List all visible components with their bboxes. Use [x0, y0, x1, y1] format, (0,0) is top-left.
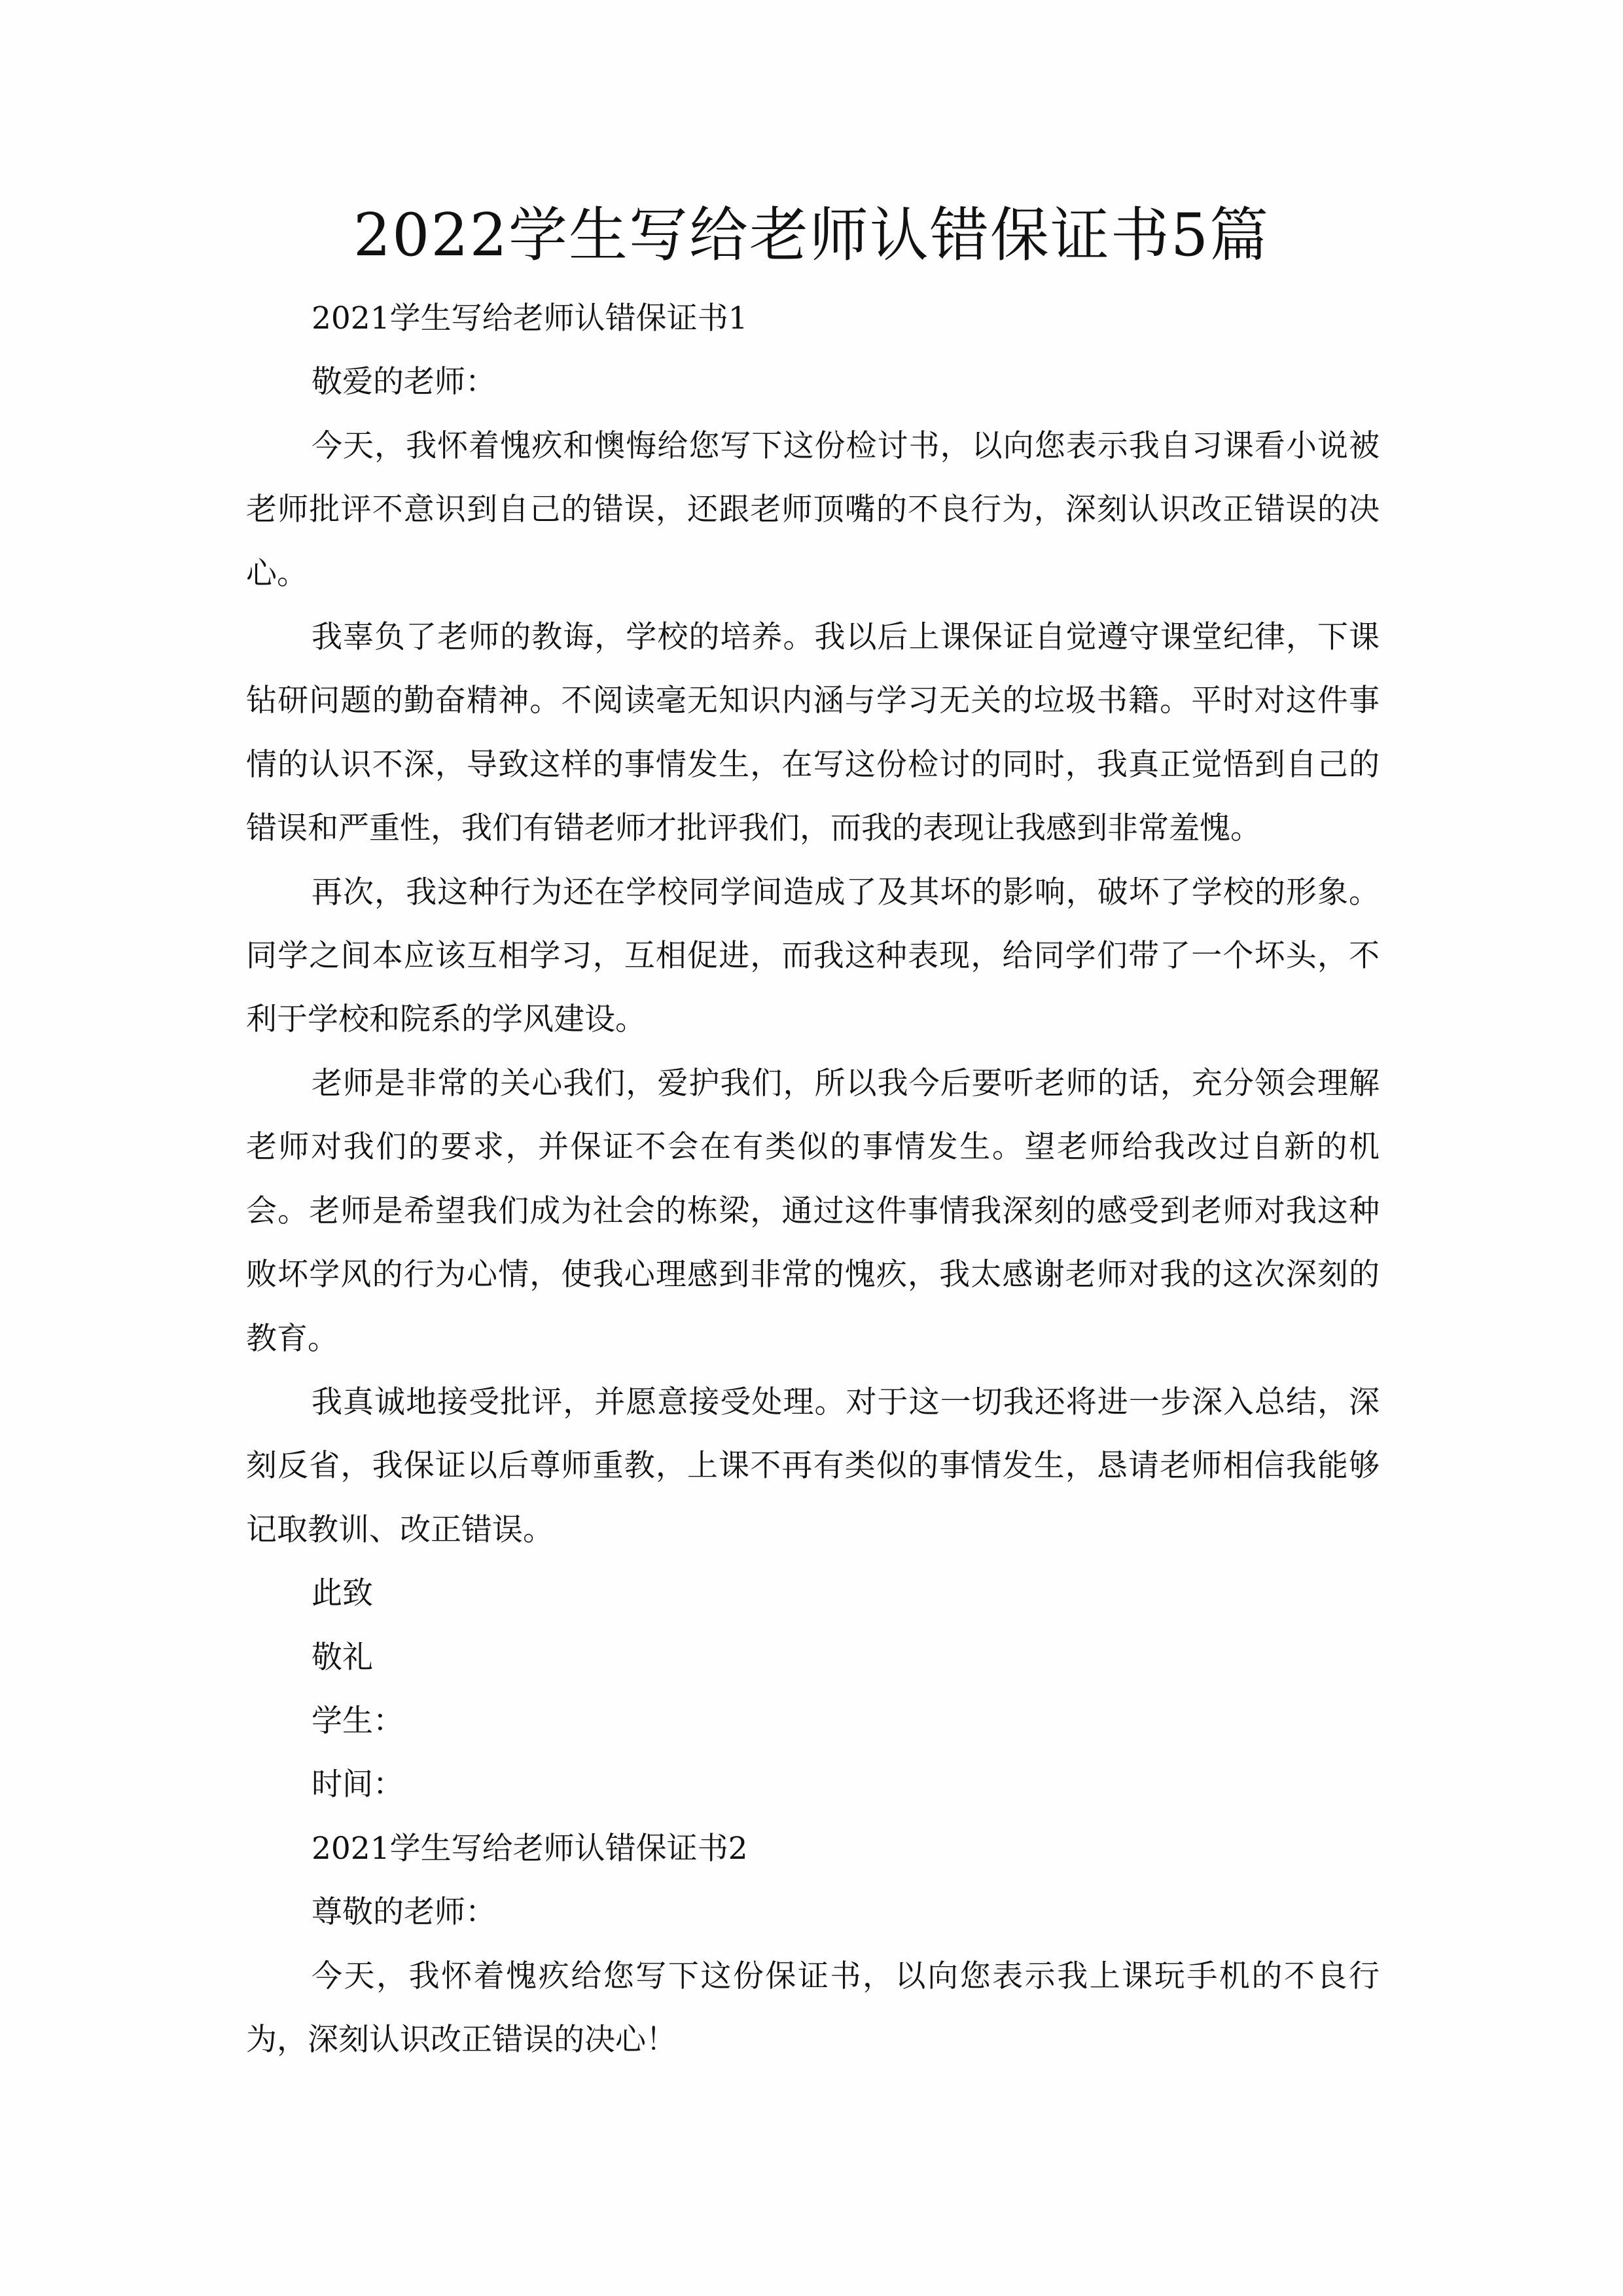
letter-section-1: [246, 287, 1380, 1817]
paragraph: 老师是非常的关心我们，爱护我们，所以我今后要听老师的话，充分领会理解老师对我们的要求，并保证不会在有类似的事情发生。望老师给我改过自新的机会。老师是希望我们成为社会的栋梁，通过这件事情我深刻的感受到老师对我这种败坏学风的行为心情，使我心理感到非常的愧疚，我太感谢老师对我的这次深刻的教育。: [246, 1065, 1380, 1357]
paragraph: 再次，我这种行为还在学校同学间造成了及其坏的影响，破坏了学校的形象。同学之间本应该互相学习，互相促进，而我这种表现，给同学们带了一个坏头，不利于学校和院系的学风建设。: [246, 874, 1380, 1038]
document-title: 2022学生写给老师认错保证书5篇: [353, 201, 1270, 270]
section-heading: 2021学生写给老师认错保证书1: [312, 300, 748, 336]
time-label: 时间：: [312, 1767, 404, 1803]
letter-section-2: [246, 1817, 1380, 2072]
section-heading: 2021学生写给老师认错保证书2: [312, 1830, 748, 1867]
closing-line: 此致: [312, 1575, 373, 1612]
paragraph: 我辜负了老师的教诲，学校的培养。我以后上课保证自觉遵守课堂纪律，下课钻研问题的勤奋精神。不阅读毫无知识内涵与学习无关的垃圾书籍。平时对这件事情的认识不深，导致这样的事情发生，在写这份检讨的同时，我真正觉悟到自己的错误和严重性，我们有错老师才批评我们，而我的表现让我感到非常羞愧。: [246, 619, 1380, 847]
document-body: [246, 287, 1380, 2072]
closing-line: 敬礼: [312, 1639, 373, 1676]
salutation: 尊敬的老师：: [312, 1894, 496, 1931]
paragraph: 今天，我怀着愧疚和懊悔给您写下这份检讨书，以向您表示我自习课看小说被老师批评不意识到自己的错误，还跟老师顶嘴的不良行为，深刻认识改正错误的决心。: [246, 427, 1380, 592]
paragraph: 今天，我怀着愧疚给您写下这份保证书，以向您表示我上课玩手机的不良行为，深刻认识改正错误的决心！: [246, 1958, 1380, 2058]
paragraph: 我真诚地接受批评，并愿意接受处理。对于这一切我还将进一步深入总结，深刻反省，我保证以后尊师重教，上课不再有类似的事情发生，恳请老师相信我能够记取教训、改正错误。: [246, 1384, 1380, 1548]
student-signature-label: 学生：: [312, 1702, 404, 1739]
salutation: 敬爱的老师：: [312, 364, 496, 401]
